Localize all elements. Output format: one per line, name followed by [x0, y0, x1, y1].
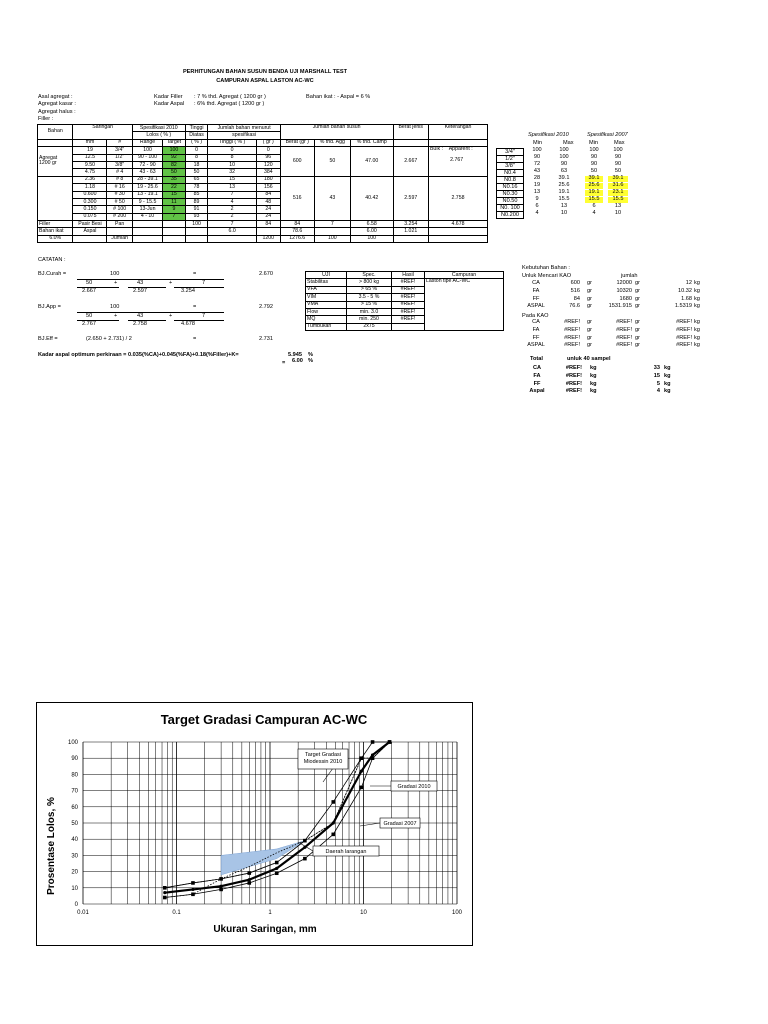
spec-cell: N0. 100: [496, 204, 524, 212]
spec-max-1: Max: [563, 140, 574, 146]
kebutuhan-cell: 1531.915: [608, 303, 632, 310]
agg-label: Agregat 1200 gr: [38, 147, 73, 177]
table-row: 2.36 # 8 28 - 39.1 35 65 15 180 516 43 40.42 2.597 2.758: [38, 176, 488, 183]
kebutuhan-cell: 15: [653, 372, 660, 379]
spec-cell: 90: [614, 161, 622, 168]
spec-cell: N0.50: [496, 197, 524, 205]
spec-cell: 15.5: [558, 196, 570, 203]
kebutuhan-cell: gr: [635, 326, 640, 333]
kebutuhan-cell: #REF!: [676, 326, 692, 333]
th-mm: mm: [73, 139, 107, 146]
kebutuhan-cell: 516: [570, 287, 580, 294]
kebutuhan-cell: #REF!: [564, 319, 580, 325]
kebutuhan-cell: FA: [532, 326, 540, 333]
spec-cell: N0.4: [496, 169, 524, 177]
kebutuhan-cell: Aspal: [529, 388, 545, 395]
table-row: Filler Pasir Besi Pan 100 7 84 84 7 6.58 3.254 4.678: [38, 221, 488, 228]
series-point: [371, 740, 375, 744]
untuk-sampel-label: unluk 40 sampel: [567, 356, 611, 362]
kebutuhan-cell: #REF!: [564, 326, 580, 333]
kebutuhan-cell: 1.5319: [674, 303, 692, 310]
spec-cell: 13: [533, 189, 541, 196]
kebutuhan-cell: #REF!: [565, 380, 582, 387]
spec-cell: 100: [613, 147, 623, 153]
series-point: [248, 878, 251, 881]
kebutuhan-cell: ASPAL: [527, 303, 545, 310]
bj-app-label: BJ.App =: [38, 304, 61, 310]
kebutuhan-cell: kg: [694, 303, 700, 310]
y-tick-label: 20: [71, 869, 78, 876]
spec-cell: 39.1: [608, 176, 628, 182]
kadar-eq: =: [282, 360, 286, 366]
kebutuhan-cell: #REF!: [676, 342, 692, 349]
uji-table: UJI Spec. Hasil Campuran Stabilitas > 800 kg #REF! Laston tipe AC-WC VFA > 65 % #REF! VIM 3.5 - 5 % #REF! VMA > 15 % #REF! Flow min. 3.0 #REF! MQ min. 250 #REF! Tumbukan 2x75: [305, 271, 504, 331]
table-row: 9.50 3/8" 72 - 90 82 18 10 120: [38, 161, 488, 168]
kebutuhan-cell: kg: [590, 380, 597, 387]
annotation-text: Miodessin 2010: [303, 759, 343, 765]
spec-cell: 43: [533, 168, 541, 175]
series-point: [331, 833, 335, 837]
spec-cell: N0.16: [496, 183, 524, 191]
y-tick-label: 40: [71, 837, 78, 844]
spec-cell: 6: [535, 203, 539, 210]
th-target: Target: [163, 139, 185, 146]
spec-2010-header: Spesifikasi 2010: [528, 132, 569, 138]
spec-cell: 50: [590, 168, 598, 175]
kebutuhan-cell: kg: [694, 287, 700, 294]
spec-cell: 100: [532, 147, 542, 153]
series-point: [163, 891, 166, 894]
spec-cell: 10: [614, 210, 622, 217]
spec-cell: 4: [535, 210, 539, 217]
spec-cell: 13: [614, 203, 622, 210]
kebutuhan-cell: kg: [590, 388, 597, 395]
kebutuhan-cell: #REF!: [616, 319, 632, 325]
spec-cell: 1/2": [496, 155, 524, 163]
kebutuhan-cell: gr: [635, 303, 640, 310]
spec-cell: N0.200: [496, 211, 524, 219]
kebutuhan-cell: #REF!: [616, 334, 632, 341]
th-jbm2: spesifikasi: [208, 132, 280, 139]
bj-eff-expr: (2.650 + 2.731) / 2: [86, 336, 132, 342]
spec-cell: 28: [533, 175, 541, 182]
table-row: 0.075 # 200 4 - 10 7 93 2 24: [38, 213, 488, 220]
filler-label: Filler :: [38, 116, 54, 122]
table-row: Flow min. 3.0 #REF!: [306, 308, 504, 315]
kebutuhan-cell: kg: [694, 319, 700, 325]
a-b1: 2.767: [82, 321, 96, 327]
th-berat-gr: Berat (gr ): [280, 139, 314, 146]
kebutuhan-cell: gr: [635, 287, 640, 294]
kebutuhan-cell: #REF!: [565, 365, 582, 371]
kebutuhan-cell: #REF!: [676, 319, 692, 325]
kebutuhan-cell: gr: [587, 280, 592, 286]
kebutuhan-cell: kg: [664, 380, 671, 387]
kebutuhan-cell: #REF!: [616, 326, 632, 333]
kebutuhan-cell: 10.32: [678, 287, 692, 294]
kebutuhan-cell: kg: [664, 365, 671, 371]
series-point: [191, 888, 194, 891]
bj-app-eq: =: [193, 304, 197, 310]
kebutuhan-cell: FA: [532, 287, 540, 294]
kebutuhan-cell: gr: [635, 295, 640, 302]
spec-cell: 13: [560, 203, 568, 210]
kebutuhan-cell: gr: [587, 319, 592, 325]
series-point: [331, 800, 335, 804]
kebutuhan-cell: FA: [533, 372, 541, 379]
doc-title-2: CAMPURAN ASPAL LASTON AC-WC: [216, 78, 314, 84]
th-spek1: Spesifikasi 2010: [132, 125, 185, 132]
kebutuhan-cell: 10320: [616, 287, 632, 294]
table-row: 1.18 # 16 19 - 25.6 22 78 13 156: [38, 184, 488, 191]
th-hash: #: [107, 139, 132, 146]
series-point: [220, 885, 223, 888]
kebutuhan-cell: gr: [587, 334, 592, 341]
kebutuhan-cell: FF: [532, 334, 540, 341]
th-pct: ( % ): [185, 139, 208, 146]
series-point: [275, 867, 278, 870]
kebutuhan-cell: kg: [694, 280, 700, 286]
spec-cell: 3/8": [496, 162, 524, 170]
spec-cell: 90: [560, 161, 568, 168]
annotation-text: Target Gradasi: [304, 752, 342, 758]
table-row: Bahan ikat Aspal 6.0 78.6 6.00 1.021: [38, 228, 488, 235]
kebutuhan-cell: kg: [664, 388, 671, 395]
kadar-v2: 6.00: [292, 358, 303, 364]
y-tick-label: 90: [71, 756, 78, 763]
pada-kao-label: Pada KAO: [522, 313, 549, 319]
kebutuhan-cell: 33: [653, 365, 660, 371]
th-bahan: Bahan: [38, 125, 73, 140]
c-b1: 2.667: [82, 288, 96, 294]
th-tinggi1: Tinggi: [185, 125, 208, 132]
th-jbs: Jumlah bahan susun: [280, 125, 393, 140]
spec-cell: 9: [535, 196, 539, 203]
series-point: [219, 888, 223, 892]
chart-ylabel: Prosentase Lolos, %: [46, 797, 57, 895]
table-row: 0.150 # 100 13-Jun 9 91 2 24: [38, 206, 488, 213]
a-b3: 4.678: [181, 321, 195, 327]
kadar-filler-value: : 7 % thd. Agregat ( 1200 gr ): [194, 94, 266, 100]
spec-2007-header: Spesifikasi 2007: [587, 132, 628, 138]
table-row: Tumbukan 2x75: [306, 323, 504, 330]
spec-cell: 90: [614, 154, 622, 161]
series-point: [371, 753, 374, 756]
spec-cell: 4: [592, 210, 596, 217]
c-d1: 50: [86, 280, 93, 286]
table-row: Stabilitas > 800 kg #REF! Laston tipe AC-WC: [306, 279, 504, 286]
kebutuhan-cell: #REF!: [564, 342, 580, 349]
bj-eff-eq: =: [193, 336, 197, 342]
kebutuhan-cell: 1.68: [681, 295, 692, 302]
kebutuhan-cell: 76.6: [569, 303, 580, 310]
y-tick-label: 10: [71, 885, 78, 892]
kadar-filler-label: Kadar Filler: [154, 94, 183, 100]
y-tick-label: 30: [71, 853, 78, 860]
kebutuhan-cell: #REF!: [616, 342, 632, 349]
table-row: 12.5 1/2" 90 - 100 92 8 8 96: [38, 154, 488, 161]
spec-cell: 50: [614, 168, 622, 175]
y-tick-label: 50: [71, 821, 78, 827]
kebutuhan-cell: FF: [533, 380, 541, 387]
table-row: 6.0% Jumlah 1200 1276.6 100 100: [38, 235, 488, 242]
kebutuhan-cell: gr: [587, 303, 592, 310]
spec-min-1: Min: [533, 140, 543, 146]
bj-curah-eq: =: [193, 271, 197, 277]
spec-cell: 6: [592, 203, 596, 210]
spec-min-2: Min: [589, 140, 599, 146]
chart-xlabel: Ukuran Saringan, mm: [213, 924, 317, 935]
c-b3: 3.254: [181, 288, 195, 294]
agregat-kasar-label: Agregat kasar :: [38, 101, 76, 107]
jumlah-label: jumlah: [621, 273, 638, 279]
asal-agregat-label: Asal agregat :: [38, 94, 73, 100]
table-row: 4.75 # 4 43 - 63 50 50 32 384: [38, 169, 488, 176]
a-d1: 50: [86, 313, 93, 319]
kebutuhan-cell: CA: [532, 365, 542, 371]
kebutuhan-cell: CA: [532, 280, 540, 286]
bj-curah-res: 2.670: [259, 271, 273, 277]
bj-curah-num: 100: [110, 271, 120, 277]
bj-eff-label: BJ.Eff =: [38, 336, 58, 342]
kebutuhan-cell: #REF!: [565, 388, 582, 395]
kadar-aspal-formula: Kadar aspal optimum perkiraan = 0.035(%CA)+0.045(%FA)+0.18(%Filler)+K=: [38, 352, 239, 358]
x-tick-label: 0.1: [172, 910, 181, 916]
table-row: VMA > 15 % #REF!: [306, 301, 504, 308]
bj-curah-label: BJ.Curah =: [38, 271, 67, 277]
chart-title: Target Gradasi Campuran AC-WC: [160, 712, 368, 727]
kebutuhan-cell: 4: [656, 388, 660, 395]
doc-title-1: PERHITUNGAN BAHAN SUSUN BENDA UJI MARSHALL TEST: [182, 69, 348, 75]
spec-cell: 25.6: [558, 182, 570, 189]
th-range: Range: [132, 139, 162, 146]
x-tick-label: 0.01: [77, 910, 89, 916]
agregat-halus-label: Agregat halus :: [38, 109, 76, 115]
kebutuhan-cell: 600: [570, 280, 580, 286]
x-tick-label: 1: [268, 910, 272, 916]
kebutuhan-cell: FF: [532, 295, 540, 302]
kebutuhan-cell: kg: [694, 295, 700, 302]
th-ket: Keterangan: [428, 125, 487, 140]
table-row: Agregat 1200 gr 19 3/4" 100 100 0 0 0 600 50 47.00 2.667 Bulk : Apparent : 2.767: [38, 147, 488, 154]
series-point: [303, 857, 307, 861]
kebutuhan-cell: 84: [573, 295, 580, 302]
th-jbm1: Jumlah bahan menurut: [208, 125, 280, 132]
spec-cell: N0.30: [496, 190, 524, 198]
spec-cell: 100: [559, 154, 569, 161]
th-spek2: Lolos ( % ): [132, 132, 185, 139]
a-d3: 7: [202, 313, 206, 319]
a-p1: +: [114, 313, 118, 319]
th-gr: ( gr ): [256, 139, 280, 146]
kebutuhan-cell: kg: [590, 365, 597, 371]
spec-cell: N0.8: [496, 176, 524, 184]
y-tick-label: 80: [71, 772, 78, 779]
spec-cell: 90: [590, 154, 598, 161]
series-point: [360, 786, 364, 790]
kebutuhan-cell: gr: [587, 295, 592, 302]
kebutuhan-cell: gr: [587, 342, 592, 349]
annotation-text: Gradasi 2010: [397, 784, 431, 790]
x-tick-label: 100: [451, 910, 463, 916]
annotation-text: Daerah larangan: [325, 849, 367, 855]
kebutuhan-cell: gr: [587, 326, 592, 333]
kebutuhan-cell: #REF!: [565, 372, 582, 379]
spec-cell: 39.1: [558, 175, 570, 182]
th-thd-camp: % thd. Camp: [350, 139, 393, 146]
series-point: [275, 871, 279, 875]
c-d3: 7: [202, 280, 206, 286]
kebutuhan-cell: kg: [590, 372, 597, 379]
spec-cell: 19.1: [558, 189, 570, 196]
bj-eff-res: 2.731: [259, 336, 273, 342]
y-tick-label: 60: [71, 804, 78, 811]
kebutuhan-cell: kg: [694, 342, 700, 349]
annotation-text: Gradasi 2007: [383, 821, 417, 827]
spec-cell: 15.5: [608, 197, 628, 203]
a-b2: 2.758: [133, 321, 147, 327]
spec-cell: 39.1: [585, 176, 603, 182]
spec-cell: 25.6: [585, 183, 603, 189]
a-p2: +: [169, 313, 173, 319]
kebutuhan-cell: #REF!: [676, 334, 692, 341]
untuk-kao-label: Unluk Mencari KAO: [522, 273, 572, 279]
kadar-u2: %: [308, 358, 313, 364]
c-p1: +: [114, 280, 118, 286]
kebutuhan-cell: gr: [635, 342, 640, 349]
x-tick-label: 10: [360, 910, 367, 916]
kebutuhan-cell: kg: [694, 326, 700, 333]
th-tinggi-pct: Tinggi ( % ): [208, 139, 256, 146]
kebutuhan-cell: 1680: [619, 295, 632, 302]
y-tick-label: 100: [67, 740, 78, 746]
kebutuhan-label: Kebutuhan Bahan :: [522, 265, 570, 271]
kebutuhan-cell: 12: [685, 280, 692, 286]
spec-cell: 3/4": [496, 148, 524, 156]
kadar-v1: 5.945: [288, 352, 302, 358]
table-row: 0.600 # 30 13 - 19.1 15 85 7 84: [38, 191, 488, 198]
y-tick-label: 0: [74, 902, 78, 908]
y-tick-label: 70: [71, 788, 78, 795]
kadar-aspal-label: Kadar Aspal: [154, 101, 185, 107]
spec-cell: 10: [560, 210, 568, 217]
main-gradation-table: [37, 124, 488, 243]
table-row: VIM 3.5 - 5 % #REF!: [306, 294, 504, 301]
kebutuhan-cell: gr: [587, 287, 592, 294]
th-tinggi2: Diatas: [185, 132, 208, 139]
spec-max-2: Max: [614, 140, 625, 146]
spec-cell: 72: [533, 161, 541, 168]
kebutuhan-cell: gr: [635, 280, 640, 286]
catatan-label: CATATAN :: [38, 257, 66, 263]
bj-app-num: 100: [110, 304, 120, 310]
spec-cell: 63: [560, 168, 568, 175]
spec-cell: 31.6: [608, 183, 628, 189]
th-thd-agg: % thd. Agg: [314, 139, 350, 146]
c-d2: 43: [137, 280, 144, 286]
kadar-u1: %: [308, 352, 313, 358]
bahan-ikat-label: Bahan ikat : - Aspal = 6 %: [306, 94, 371, 100]
th-bj: Berat jenis: [393, 125, 428, 140]
bj-app-res: 2.792: [259, 304, 273, 310]
kebutuhan-cell: #REF!: [564, 334, 580, 341]
spec-cell: 90: [533, 154, 541, 161]
gradation-chart: [36, 702, 473, 946]
kebutuhan-cell: kg: [664, 372, 671, 379]
a-d2: 43: [137, 313, 144, 319]
kebutuhan-cell: gr: [635, 319, 640, 325]
spec-cell: 19: [533, 182, 541, 189]
ket-group-1: Bulk : Apparent : 2.767: [428, 147, 487, 177]
spec-cell: 100: [559, 147, 569, 153]
kebutuhan-cell: kg: [694, 334, 700, 341]
total-label: Total: [530, 356, 543, 362]
kebutuhan-cell: ASPAL: [527, 342, 545, 349]
kebutuhan-cell: 5: [656, 380, 660, 387]
table-row: MQ min. 250 #REF!: [306, 316, 504, 323]
spec-cell: 23.1: [608, 190, 628, 196]
series-point: [247, 881, 251, 885]
kebutuhan-cell: CA: [532, 319, 540, 325]
table-row: VFA > 65 % #REF!: [306, 286, 504, 293]
th-saringan: Saringan: [73, 125, 132, 140]
spec-cell: 90: [590, 161, 598, 168]
c-p2: +: [169, 280, 173, 286]
series-point: [360, 770, 363, 773]
kadar-aspal-value: : 6% thd. Agregat ( 1200 gr ): [194, 101, 265, 107]
spec-cell: 15.5: [585, 197, 603, 203]
kebutuhan-cell: gr: [635, 334, 640, 341]
spec-cell: 19.1: [585, 190, 603, 196]
kebutuhan-cell: 12000: [616, 280, 632, 286]
table-row: 0.300 # 50 9 - 15.5 11 89 4 48: [38, 198, 488, 205]
spec-cell: 100: [589, 147, 599, 153]
c-b2: 2.597: [133, 288, 147, 294]
